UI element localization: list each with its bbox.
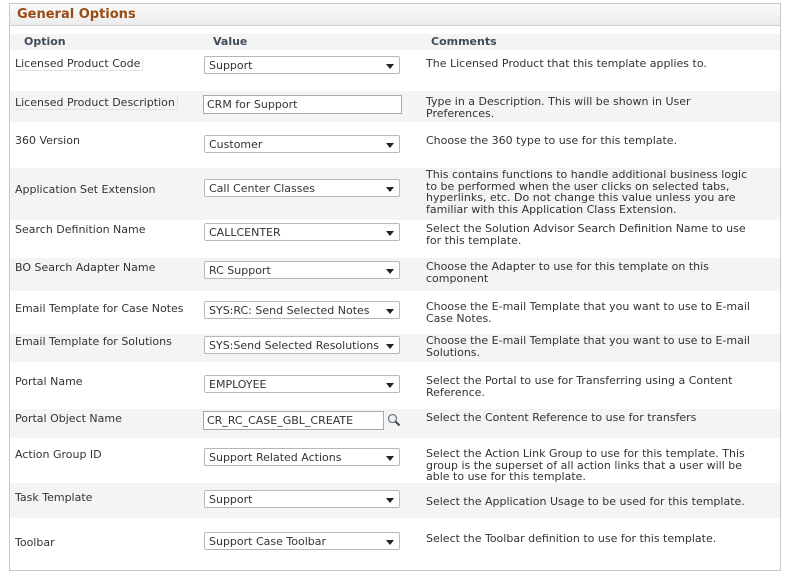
- chevron-down-icon: [386, 143, 394, 148]
- panel-title: General Options: [17, 7, 136, 22]
- option-row: [10, 91, 780, 122]
- option-row: [10, 168, 780, 220]
- chevron-down-icon: [386, 383, 394, 388]
- task-template-select[interactable]: Support: [204, 490, 400, 508]
- option-comment: Choose the E-mail Template that you want to use to E-mail Solutions.: [426, 334, 750, 359]
- licensed-product-code-select[interactable]: Support: [204, 56, 400, 74]
- portal-name-select[interactable]: EMPLOYEE: [204, 375, 400, 393]
- option-row: [10, 362, 780, 409]
- option-row: [10, 409, 780, 438]
- chevron-down-icon: [386, 456, 394, 461]
- option-comment: Choose the E-mail Template that you want to use to E-mail Case Notes.: [426, 300, 750, 325]
- general-options-panel: [9, 3, 781, 571]
- option-row: [10, 438, 780, 483]
- option-label: Portal Object Name: [15, 412, 122, 425]
- option-label: BO Search Adapter Name: [15, 261, 156, 274]
- column-header-value: Value: [213, 35, 248, 48]
- column-header-comments: Comments: [431, 35, 497, 48]
- chevron-down-icon: [386, 540, 394, 545]
- licensed-product-description-input[interactable]: CRM for Support: [203, 95, 402, 114]
- chevron-down-icon: [386, 344, 394, 349]
- option-label: Action Group ID: [15, 448, 102, 461]
- option-label: Portal Name: [15, 375, 83, 388]
- option-comment: Select the Action Link Group to use for this template. This group is the superset of all action links that a user will be able to use for this template.: [426, 447, 745, 483]
- portal-object-name-input[interactable]: CR_RC_CASE_GBL_CREATE: [203, 411, 384, 430]
- option-row: [10, 220, 780, 258]
- option-comment: Select the Portal to use for Transferring using a Content Reference.: [426, 374, 733, 399]
- chevron-down-icon: [386, 498, 394, 503]
- option-comment: Choose the 360 type to use for this template.: [426, 134, 678, 147]
- option-row: [10, 518, 780, 568]
- column-header-option: Option: [24, 35, 66, 48]
- option-label: Application Set Extension: [15, 183, 156, 196]
- option-comment: Select the Application Usage to be used for this template.: [426, 495, 745, 508]
- chevron-down-icon: [386, 64, 394, 69]
- option-row: [10, 291, 780, 334]
- option-label: Email Template for Solutions: [15, 335, 172, 348]
- chevron-down-icon: [386, 269, 394, 274]
- option-row: [10, 50, 780, 91]
- option-comment: This contains functions to handle additional business logic to be performed when the user clicks on selected tabs, hyperlinks, etc. Do not change this value unless you are familiar with this Application Class Extension.: [426, 168, 748, 216]
- option-label: Licensed Product Code: [15, 57, 143, 71]
- application-set-extension-select[interactable]: Call Center Classes: [204, 179, 400, 197]
- option-row: [10, 334, 780, 362]
- chevron-down-icon: [386, 187, 394, 192]
- chevron-down-icon: [386, 231, 394, 236]
- email-template-solutions-select[interactable]: SYS:Send Selected Resolutions: [204, 336, 400, 354]
- option-label: Task Template: [15, 491, 93, 504]
- option-row: [10, 483, 780, 518]
- option-label: Licensed Product Description: [15, 96, 178, 110]
- action-group-id-select[interactable]: Support Related Actions: [204, 448, 400, 466]
- option-comment: Type in a Description. This will be shown in User Preferences.: [426, 95, 691, 120]
- option-label: 360 Version: [15, 134, 80, 147]
- option-label: Search Definition Name: [15, 223, 146, 236]
- 360-version-select[interactable]: Customer: [204, 135, 400, 153]
- panel-header: [10, 4, 780, 26]
- option-comment: Select the Solution Advisor Search Definition Name to use for this template.: [426, 222, 746, 247]
- option-row: [10, 258, 780, 291]
- chevron-down-icon: [386, 309, 394, 314]
- bo-search-adapter-select[interactable]: RC Support: [204, 261, 400, 279]
- option-comment: Choose the Adapter to use for this template on this component: [426, 260, 709, 285]
- option-comment: Select the Content Reference to use for transfers: [426, 411, 697, 424]
- search-definition-name-select[interactable]: CALLCENTER: [204, 223, 400, 241]
- option-comment: The Licensed Product that this template applies to.: [426, 57, 707, 70]
- option-label: Toolbar: [15, 536, 55, 549]
- column-headers: [10, 34, 780, 50]
- option-comment: Select the Toolbar definition to use for this template.: [426, 532, 717, 545]
- option-row: [10, 122, 780, 168]
- toolbar-select[interactable]: Support Case Toolbar: [204, 532, 400, 550]
- option-label: Email Template for Case Notes: [15, 302, 184, 315]
- lookup-magnifier-icon[interactable]: [387, 413, 401, 427]
- email-template-case-notes-select[interactable]: SYS:RC: Send Selected Notes: [204, 301, 400, 319]
